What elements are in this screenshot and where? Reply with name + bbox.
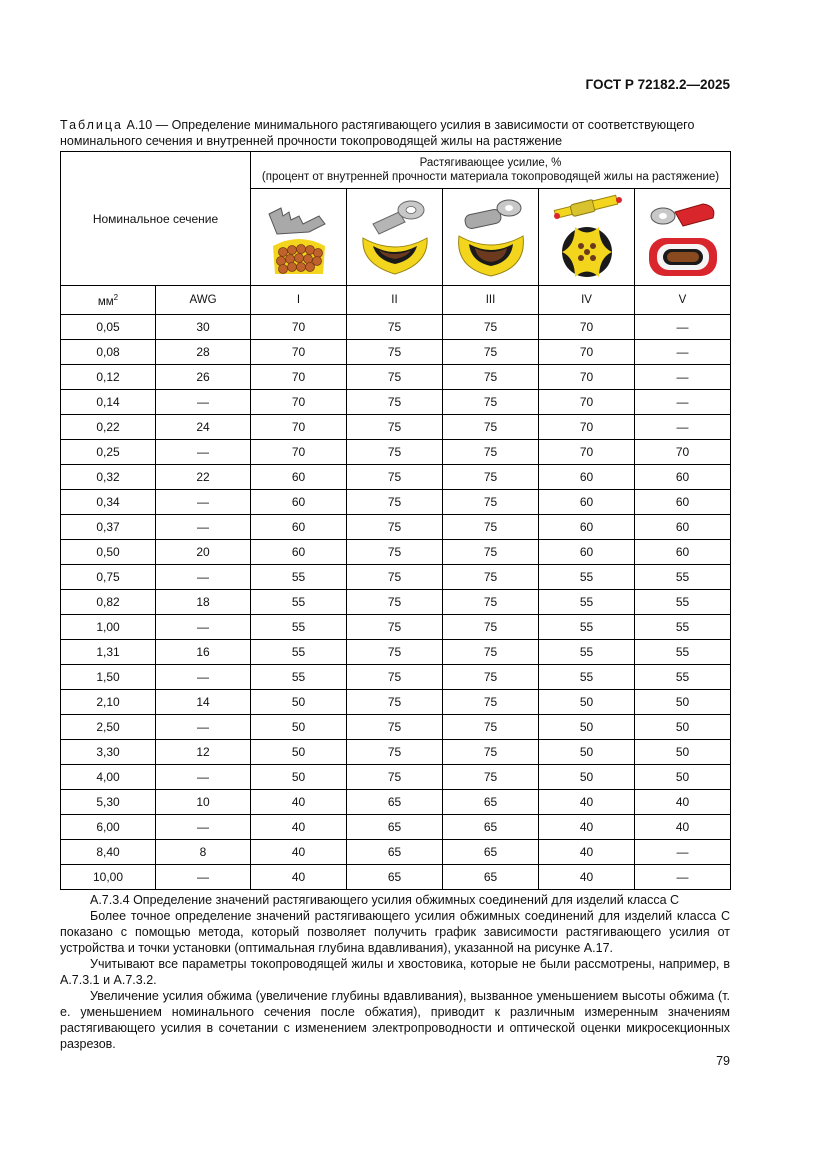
- table-cell: —: [156, 565, 251, 590]
- table-cell: 75: [443, 490, 539, 515]
- table-row: [61, 765, 731, 790]
- table-cell: 55: [251, 640, 347, 665]
- table-cell: 0,25: [61, 440, 156, 465]
- table-cell: 75: [347, 390, 443, 415]
- table-cell: 75: [443, 515, 539, 540]
- table-cell: 0,82: [61, 590, 156, 615]
- table-cell: 1,50: [61, 665, 156, 690]
- table-cell: —: [635, 315, 731, 340]
- table-cell: 75: [347, 590, 443, 615]
- table-cell: 75: [347, 640, 443, 665]
- table-cell: 70: [251, 340, 347, 365]
- table-cell: 50: [251, 690, 347, 715]
- table-cell: 50: [635, 690, 731, 715]
- table-cell: 55: [539, 565, 635, 590]
- table-cell: 65: [347, 840, 443, 865]
- table-cell: 75: [443, 365, 539, 390]
- table-cell: 2,50: [61, 715, 156, 740]
- table-cell: 70: [539, 315, 635, 340]
- table-cell: —: [156, 615, 251, 640]
- table-cell: 75: [347, 415, 443, 440]
- table-cell: —: [156, 490, 251, 515]
- unit-mm2-text: мм: [97, 295, 114, 308]
- table-cell: 0,22: [61, 415, 156, 440]
- table-cell: 6,00: [61, 815, 156, 840]
- table-cell: 10: [156, 790, 251, 815]
- table-cell: 40: [251, 865, 347, 890]
- table-cell: 55: [539, 640, 635, 665]
- table-row: [61, 715, 731, 740]
- table-cell: 75: [443, 765, 539, 790]
- table-cell: 75: [443, 640, 539, 665]
- table-cell: 50: [539, 690, 635, 715]
- class-V-image: [635, 189, 731, 286]
- table-cell: 65: [443, 840, 539, 865]
- table-cell: 75: [443, 615, 539, 640]
- table-row: [61, 565, 731, 590]
- class-header-I: I: [251, 286, 347, 315]
- table-cell: 60: [251, 465, 347, 490]
- table-cell: 70: [251, 415, 347, 440]
- table-row: [61, 365, 731, 390]
- table-cell: 70: [635, 440, 731, 465]
- table-cell: 75: [347, 765, 443, 790]
- table-cell: 55: [635, 565, 731, 590]
- table-cell: 55: [539, 665, 635, 690]
- table-cell: 60: [251, 540, 347, 565]
- table-cell: 70: [251, 440, 347, 465]
- class-II-image: [347, 189, 443, 286]
- table-cell: 50: [635, 715, 731, 740]
- class-III-image: [443, 189, 539, 286]
- table-cell: 70: [539, 365, 635, 390]
- table-row: [61, 540, 731, 565]
- table-cell: 3,30: [61, 740, 156, 765]
- table-cell: 55: [635, 615, 731, 640]
- caption-label: Таблица: [60, 118, 124, 132]
- table-cell: 8: [156, 840, 251, 865]
- nominal-section-header: Номинальное сечение: [61, 152, 251, 286]
- table-cell: 40: [251, 815, 347, 840]
- table-row: [61, 840, 731, 865]
- table-cell: 55: [251, 565, 347, 590]
- table-cell: 12: [156, 740, 251, 765]
- table-cell: 75: [443, 415, 539, 440]
- table-cell: 60: [635, 540, 731, 565]
- paragraph: Увеличение усилия обжима (увеличение глубины вдавливания), вызванное уменьшением высоты обжима (т. е. уменьшением номинального сечения после обжатия), приводит к различным измеренным значениям растягивающего усилия в сочетании с изменением электропроводности и оптической оценки микросекционных разрезов.: [60, 989, 730, 1051]
- table-cell: 40: [635, 815, 731, 840]
- table-cell: 14: [156, 690, 251, 715]
- tensile-force-title: Растягивающее усилие, %: [419, 157, 562, 169]
- table-cell: 60: [539, 515, 635, 540]
- table-cell: 55: [635, 590, 731, 615]
- table-cell: 75: [443, 540, 539, 565]
- table-cell: 40: [539, 790, 635, 815]
- page-number: 79: [716, 1054, 730, 1068]
- table-cell: 60: [539, 490, 635, 515]
- table-row: [61, 340, 731, 365]
- table-cell: 40: [539, 865, 635, 890]
- document-id: ГОСТ Р 72182.2—2025: [585, 77, 730, 92]
- table-cell: 75: [347, 515, 443, 540]
- table-cell: —: [156, 765, 251, 790]
- table-cell: 75: [443, 315, 539, 340]
- table-row: [61, 615, 731, 640]
- class-header-V: V: [635, 286, 731, 315]
- table-cell: 0,75: [61, 565, 156, 590]
- table-cell: 2,10: [61, 690, 156, 715]
- table-cell: 75: [347, 365, 443, 390]
- table-cell: —: [156, 390, 251, 415]
- table-cell: 40: [251, 790, 347, 815]
- table-cell: 50: [251, 765, 347, 790]
- tensile-force-header: [251, 152, 731, 189]
- table-cell: 75: [443, 590, 539, 615]
- table-cell: —: [156, 715, 251, 740]
- table-cell: 0,12: [61, 365, 156, 390]
- table-cell: —: [635, 865, 731, 890]
- table-cell: 75: [443, 665, 539, 690]
- table-cell: 75: [347, 565, 443, 590]
- table-cell: 0,34: [61, 490, 156, 515]
- table-cell: 70: [251, 365, 347, 390]
- class-IV-image: [539, 189, 635, 286]
- table-cell: 70: [539, 390, 635, 415]
- table-cell: 60: [539, 465, 635, 490]
- table-caption: [60, 117, 730, 149]
- table-cell: 60: [635, 515, 731, 540]
- table-cell: 0,32: [61, 465, 156, 490]
- table-cell: 40: [539, 840, 635, 865]
- table-cell: 75: [443, 440, 539, 465]
- table-cell: 24: [156, 415, 251, 440]
- table-cell: —: [635, 415, 731, 440]
- table-cell: 55: [635, 640, 731, 665]
- table-cell: 0,05: [61, 315, 156, 340]
- table-cell: 55: [251, 665, 347, 690]
- table-row: [61, 465, 731, 490]
- table-cell: 75: [347, 715, 443, 740]
- table-cell: 75: [443, 390, 539, 415]
- table-row: [61, 815, 731, 840]
- table-cell: 75: [443, 465, 539, 490]
- table-cell: —: [635, 340, 731, 365]
- table-cell: 22: [156, 465, 251, 490]
- table-cell: 75: [347, 540, 443, 565]
- table-cell: 0,08: [61, 340, 156, 365]
- table-cell: 70: [539, 415, 635, 440]
- table-cell: 50: [635, 765, 731, 790]
- table-cell: 60: [635, 465, 731, 490]
- table-cell: 75: [443, 715, 539, 740]
- tensile-force-table: [60, 151, 731, 890]
- table-cell: 18: [156, 590, 251, 615]
- table-cell: 60: [539, 540, 635, 565]
- table-row: [61, 415, 731, 440]
- table-row: [61, 315, 731, 340]
- table-cell: 75: [347, 340, 443, 365]
- table-cell: 1,31: [61, 640, 156, 665]
- table-cell: 65: [443, 790, 539, 815]
- butt-splice-connector-icon: [547, 194, 627, 280]
- table-row: [61, 440, 731, 465]
- table-cell: 30: [156, 315, 251, 340]
- table-cell: 5,30: [61, 790, 156, 815]
- table-cell: 75: [443, 690, 539, 715]
- table-cell: 75: [347, 465, 443, 490]
- table-cell: 1,00: [61, 615, 156, 640]
- table-cell: —: [635, 390, 731, 415]
- table-cell: 75: [443, 565, 539, 590]
- table-cell: 65: [443, 865, 539, 890]
- table-cell: 55: [251, 615, 347, 640]
- table-body: [61, 315, 731, 890]
- table-cell: 65: [347, 815, 443, 840]
- table-cell: 50: [539, 740, 635, 765]
- table-row: [61, 590, 731, 615]
- table-row: [61, 690, 731, 715]
- table-cell: 55: [635, 665, 731, 690]
- table-cell: 75: [347, 315, 443, 340]
- table-row: [61, 665, 731, 690]
- table-cell: 70: [539, 440, 635, 465]
- table-cell: 75: [347, 740, 443, 765]
- table-row: [61, 740, 731, 765]
- table-cell: 50: [635, 740, 731, 765]
- insulated-ring-terminal-icon: [643, 194, 723, 280]
- table-cell: 60: [251, 515, 347, 540]
- table-cell: 4,00: [61, 765, 156, 790]
- table-cell: 50: [251, 715, 347, 740]
- class-header-III: III: [443, 286, 539, 315]
- table-cell: 75: [443, 740, 539, 765]
- caption-text: А.10 — Определение минимального растягивающего усилия в зависимости от соответствующего номинального сечения и внутренней прочности токопроводящей жилы на растяжение: [60, 118, 695, 148]
- table-cell: 75: [347, 490, 443, 515]
- table-cell: —: [156, 865, 251, 890]
- table-cell: 75: [347, 440, 443, 465]
- open-barrel-terminal-icon: [259, 194, 339, 280]
- table-row: [61, 390, 731, 415]
- table-cell: 55: [251, 590, 347, 615]
- paragraph: А.7.3.4 Определение значений растягивающего усилия обжимных соединений для изделий класса С: [90, 893, 680, 907]
- table-row: [61, 865, 731, 890]
- body-text: [60, 892, 730, 1052]
- unit-mm2-header: [61, 286, 156, 315]
- table-cell: —: [635, 365, 731, 390]
- table-cell: 26: [156, 365, 251, 390]
- table-cell: 50: [251, 740, 347, 765]
- table-cell: 10,00: [61, 865, 156, 890]
- table-cell: 75: [347, 615, 443, 640]
- table-cell: 65: [347, 865, 443, 890]
- table-cell: 65: [347, 790, 443, 815]
- table-row: [61, 640, 731, 665]
- table-row: [61, 490, 731, 515]
- table-cell: 50: [539, 715, 635, 740]
- table-cell: 65: [443, 815, 539, 840]
- table-cell: 70: [251, 390, 347, 415]
- table-cell: 16: [156, 640, 251, 665]
- table-cell: 0,14: [61, 390, 156, 415]
- table-cell: 8,40: [61, 840, 156, 865]
- unit-mm2-sup: 2: [113, 292, 119, 302]
- table-row: [61, 790, 731, 815]
- table-cell: 55: [539, 590, 635, 615]
- class-I-image: [251, 189, 347, 286]
- table-cell: 40: [251, 840, 347, 865]
- table-cell: 75: [347, 690, 443, 715]
- table-cell: 60: [251, 490, 347, 515]
- table-cell: —: [156, 665, 251, 690]
- table-cell: 0,50: [61, 540, 156, 565]
- table-cell: 70: [251, 315, 347, 340]
- table-cell: 75: [443, 340, 539, 365]
- table-cell: —: [156, 440, 251, 465]
- table-cell: 40: [539, 815, 635, 840]
- paragraph: Более точное определение значений растягивающего усилия обжимных соединений для изделий класса С показано с помощью метода, который позволяет получить график зависимости растягивающего усилия от устройства и точки установки (оптимальная глубина вдавливания), указанной на рисунке А.17.: [60, 909, 730, 955]
- table-cell: 75: [347, 665, 443, 690]
- table-cell: 40: [635, 790, 731, 815]
- table-cell: 60: [635, 490, 731, 515]
- class-header-IV: IV: [539, 286, 635, 315]
- tube-lug-icon: [451, 194, 531, 280]
- awg-header: AWG: [156, 286, 251, 315]
- table-cell: 0,37: [61, 515, 156, 540]
- table-cell: 28: [156, 340, 251, 365]
- table-cell: —: [156, 815, 251, 840]
- table-cell: 50: [539, 765, 635, 790]
- class-header-II: II: [347, 286, 443, 315]
- paragraph: Учитывают все параметры токопроводящей жилы и хвостовика, которые не были рассмотрены, например, в А.7.3.1 и А.7.3.2.: [60, 957, 730, 987]
- table-row: [61, 515, 731, 540]
- ring-terminal-icon: [355, 194, 435, 280]
- table-cell: —: [156, 515, 251, 540]
- table-cell: —: [635, 840, 731, 865]
- table-cell: 20: [156, 540, 251, 565]
- table-cell: 55: [539, 615, 635, 640]
- tensile-force-subtitle: (процент от внутренней прочности материала токопроводящей жилы на растяжение): [261, 171, 720, 183]
- table-cell: 70: [539, 340, 635, 365]
